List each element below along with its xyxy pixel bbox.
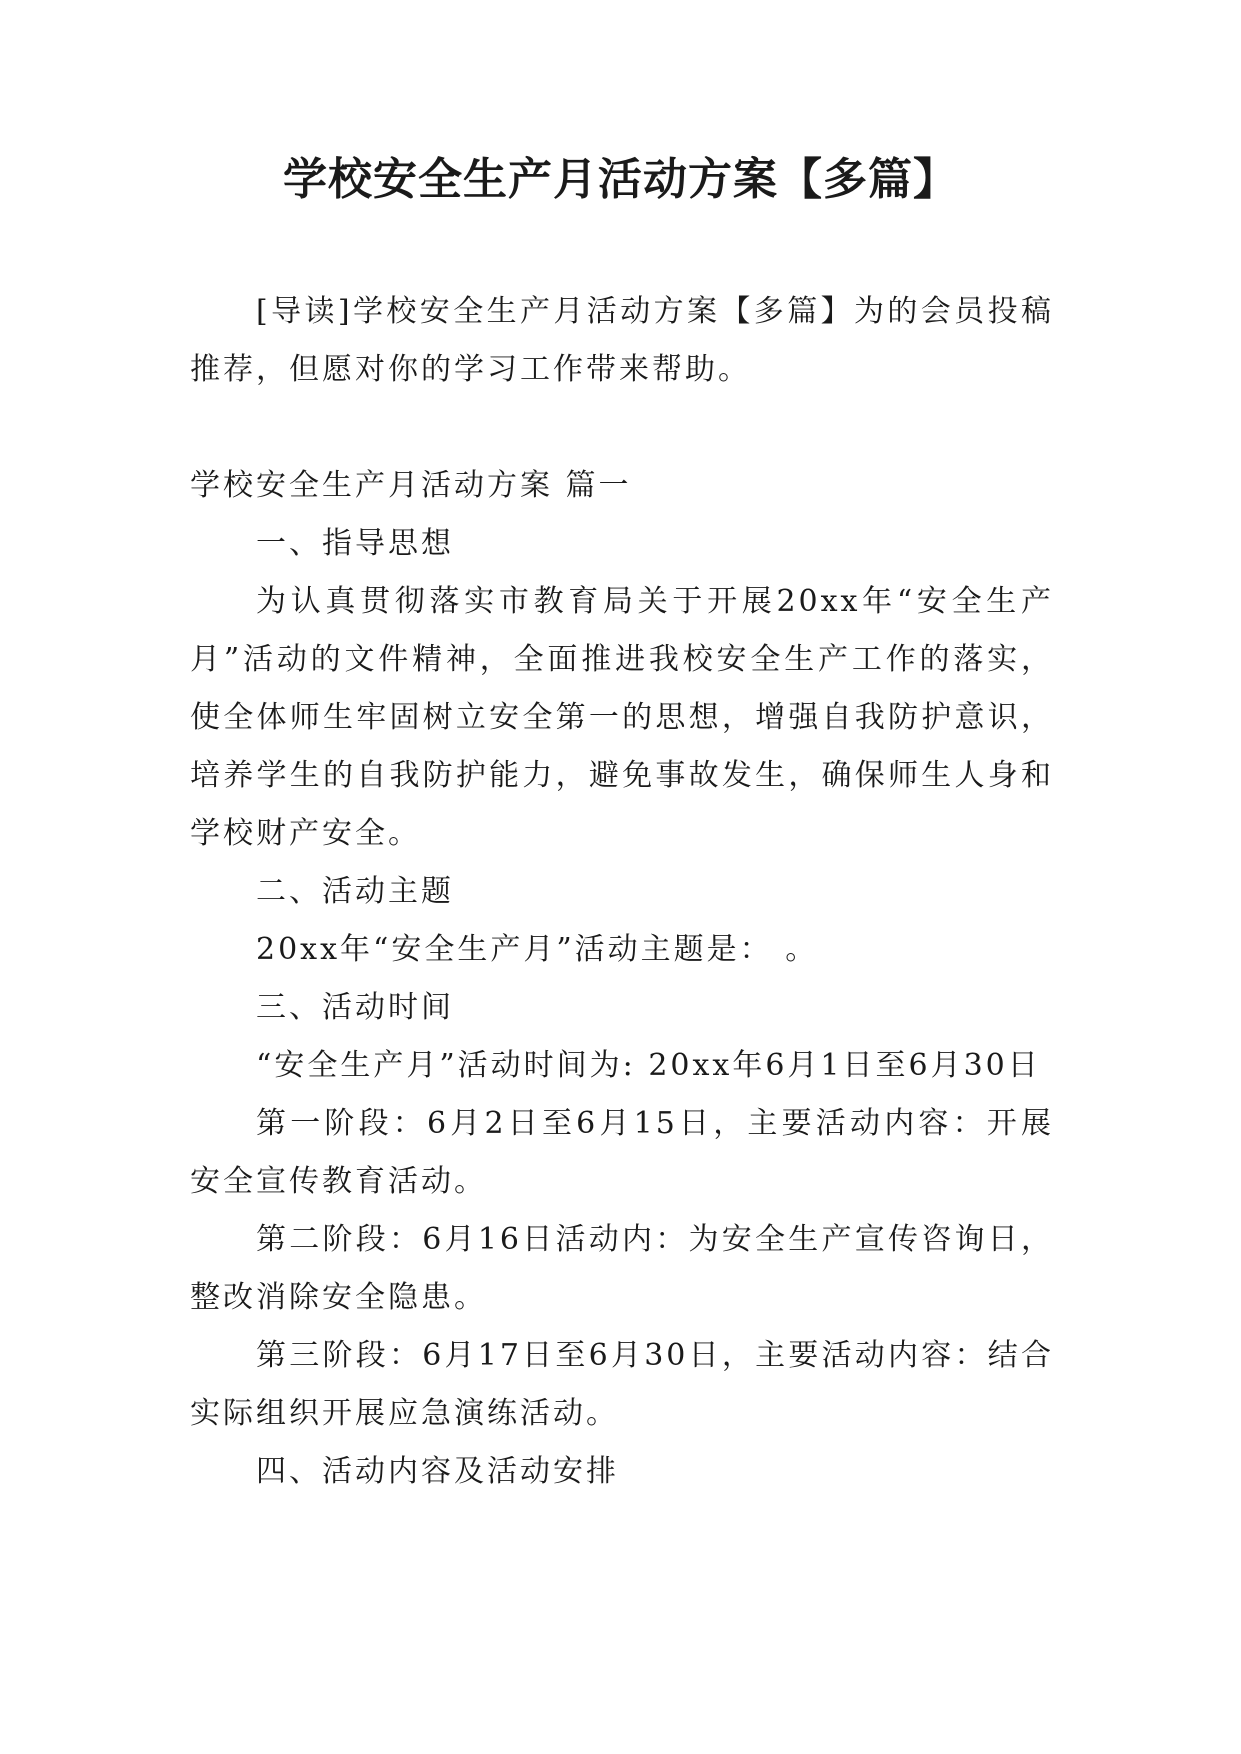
spacer xyxy=(190,399,1054,457)
paragraph-stage-three: 第三阶段：6月17日至6月30日，主要活动内容：结合实际组织开展应急演练活动。 xyxy=(190,1338,1054,1431)
paragraph-stage-one: 第一阶段：6月2日至6月15日，主要活动内容：开展安全宣传教育活动。 xyxy=(190,1106,1054,1199)
paragraph-stage-two: 第二阶段：6月16日活动内：为安全生产宣传咨询日，整改消除安全隐患。 xyxy=(190,1222,1054,1315)
heading-guiding-idea: 一、指导思想 xyxy=(256,526,454,561)
heading-activity-theme: 二、活动主题 xyxy=(256,874,454,909)
heading-activity-time: 三、活动时间 xyxy=(256,990,454,1025)
paragraph-activity-time: “安全生产月”活动时间为: 20xx年6月1日至6月30日 xyxy=(256,1048,1041,1083)
section-heading: 学校安全生产月活动方案 篇一 xyxy=(190,468,632,503)
document-body xyxy=(190,283,1054,1501)
document-title: 学校安全生产月活动方案【多篇】 xyxy=(283,154,958,205)
intro-paragraph: [导读]学校安全生产月活动方案【多篇】为的会员投稿推荐，但愿对你的学习工作带来帮助。 xyxy=(190,294,1054,387)
heading-activity-content: 四、活动内容及活动安排 xyxy=(256,1454,619,1489)
paragraph-guiding-idea: 为认真贯彻落实市教育局关于开展20xx年“安全生产月”活动的文件精神，全面推进我校安全生产工作的落实，使全体师生牢固树立安全第一的思想，增强自我防护意识，培养学生的自我防护能力，避免事故发生，确保师生人身和学校财产安全。 xyxy=(190,584,1054,851)
paragraph-activity-theme: 20xx年“安全生产月”活动主题是： 。 xyxy=(256,932,819,967)
